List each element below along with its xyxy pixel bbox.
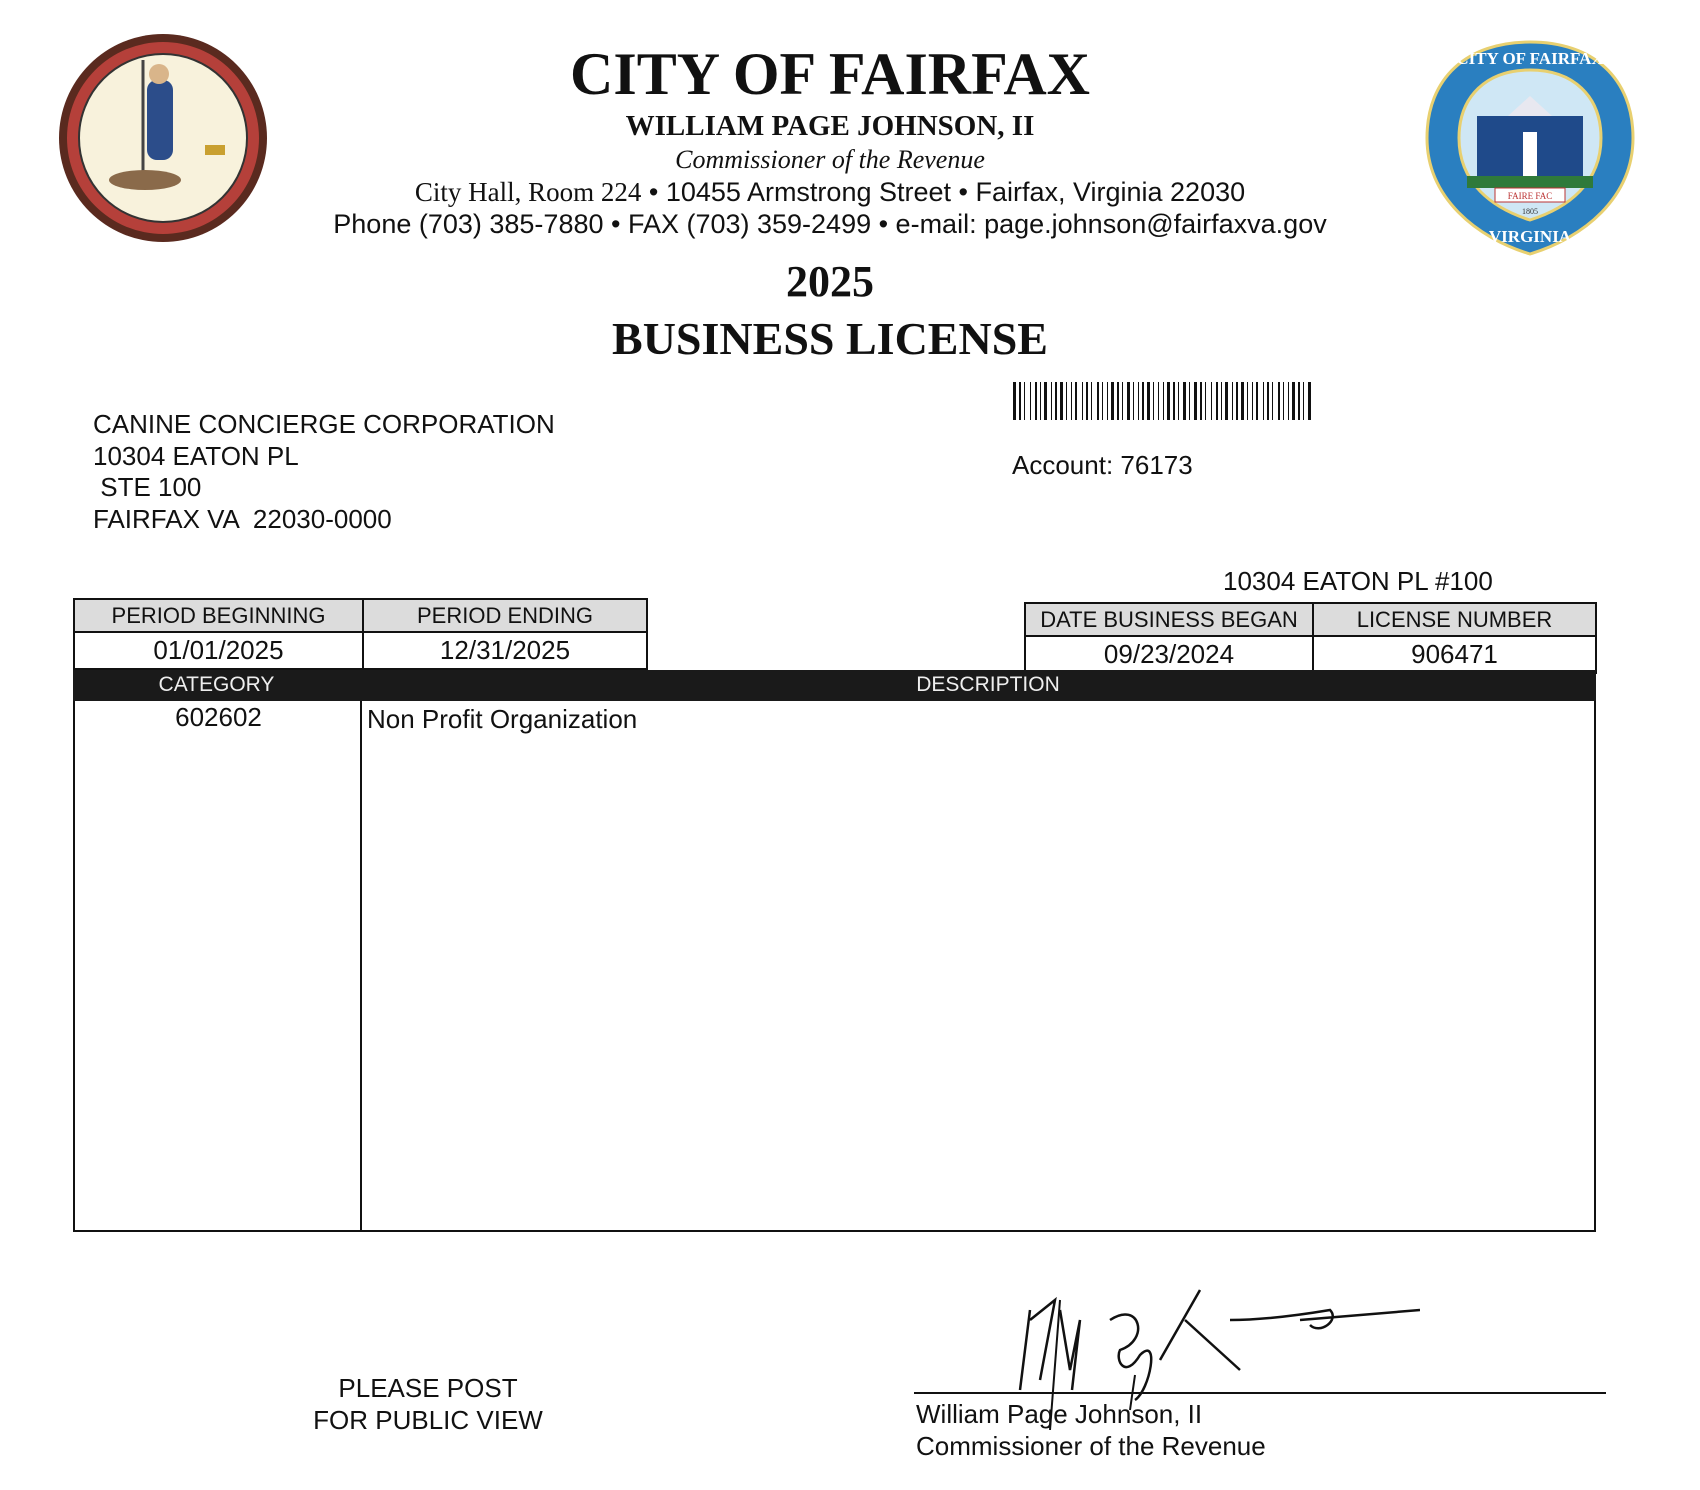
commissioner-name: WILLIAM PAGE JOHNSON, II <box>625 110 1035 142</box>
period-beginning-label: PERIOD BEGINNING <box>74 599 363 632</box>
barcode <box>1013 382 1318 420</box>
posting-notice-line1: PLEASE POST <box>338 1373 518 1403</box>
license-body-box <box>73 701 1596 1232</box>
seal-banner-text: FAIRE FAC <box>1507 191 1553 201</box>
document-title: BUSINESS LICENSE <box>612 313 1048 364</box>
business-street: 10304 EATON PL <box>93 440 299 471</box>
category-description-header <box>73 670 1596 701</box>
signer-block <box>916 1398 1266 1462</box>
column-divider <box>360 701 362 1230</box>
business-suite: STE 100 <box>93 472 202 502</box>
business-name: CANINE CONCIERGE CORPORATION <box>93 409 555 439</box>
date-began-value: 09/23/2024 <box>1025 636 1313 673</box>
license-number-value: 906471 <box>1313 636 1596 673</box>
seal-year-text: 1805 <box>1522 207 1538 216</box>
posting-notice <box>228 1372 628 1436</box>
period-beginning-value: 01/01/2025 <box>74 632 363 669</box>
license-number-label: LICENSE NUMBER <box>1313 603 1596 636</box>
city-title: CITY OF FAIRFAX <box>570 41 1090 107</box>
seal-bottom-text: VIRGINIA <box>1488 227 1572 246</box>
license-info-table <box>1024 602 1597 674</box>
posting-notice-line2: FOR PUBLIC VIEW <box>313 1405 543 1435</box>
signer-name: William Page Johnson, II <box>916 1399 1203 1429</box>
signer-title: Commissioner of the Revenue <box>916 1431 1266 1461</box>
office-address <box>0 177 1660 208</box>
period-table <box>73 598 648 670</box>
business-address-block <box>93 409 555 535</box>
contact-line: Phone (703) 385-7880 • FAX (703) 359-2499 • e-mail: page.johnson@fairfaxva.gov <box>333 209 1327 239</box>
category-value: 602602 <box>175 702 262 732</box>
description-label: DESCRIPTION <box>916 673 1060 696</box>
period-ending-value: 12/31/2025 <box>363 632 647 669</box>
business-city-state-zip: FAIRFAX VA 22030-0000 <box>93 503 392 534</box>
date-began-label: DATE BUSINESS BEGAN <box>1025 603 1313 636</box>
business-location: 10304 EATON PL #100 <box>1223 566 1493 596</box>
office-street: • 10455 Armstrong Street • Fairfax, Virginia 22030 <box>641 177 1246 207</box>
period-ending-label: PERIOD ENDING <box>363 599 647 632</box>
account-number: Account: 76173 <box>1012 450 1193 480</box>
description-value: Non Profit Organization <box>367 704 638 734</box>
seal-top-text: CITY OF FAIRFAX <box>1456 49 1604 68</box>
commissioner-title: Commissioner of the Revenue <box>675 145 985 174</box>
office-room: City Hall, Room 224 <box>414 177 642 207</box>
category-label: CATEGORY <box>158 673 275 696</box>
signature-line <box>914 1392 1606 1394</box>
license-year: 2025 <box>786 257 874 306</box>
